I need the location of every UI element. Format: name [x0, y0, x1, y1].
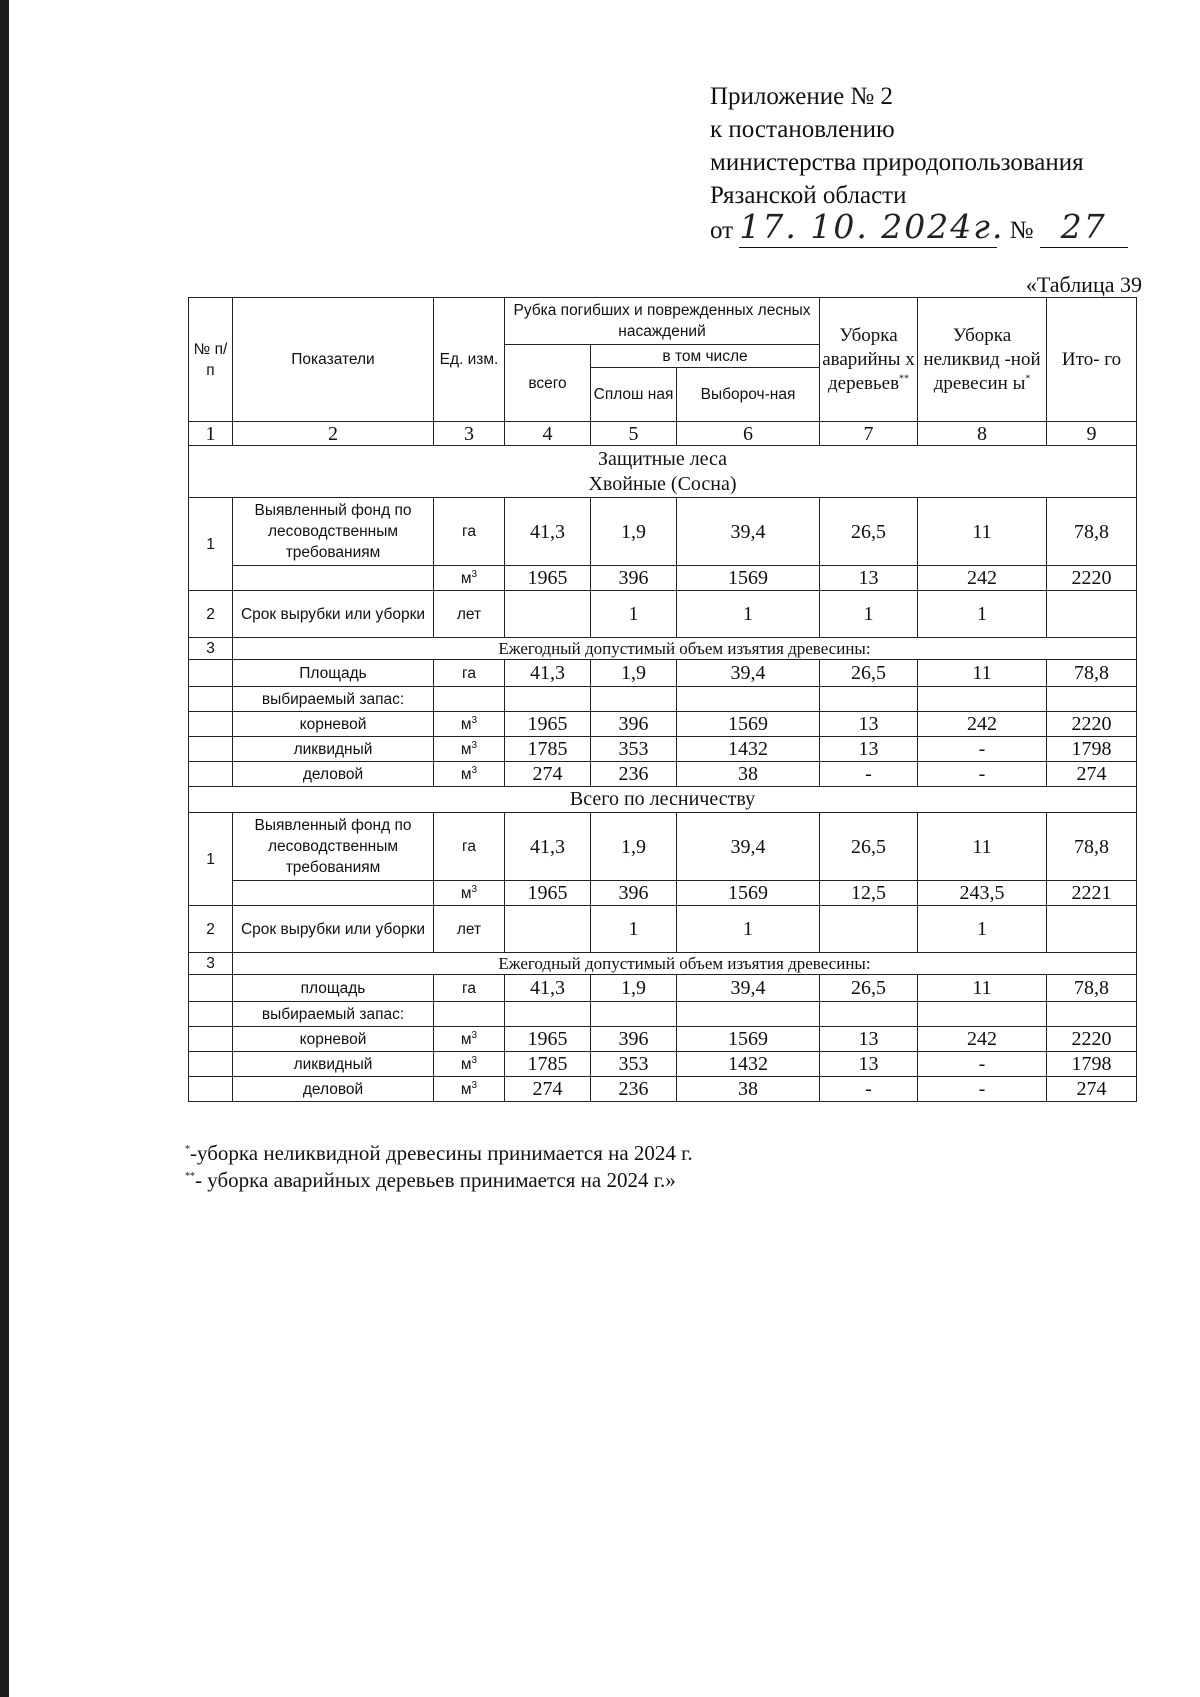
value-cell: 274 — [1047, 762, 1137, 787]
col-header-total: Ито- го — [1047, 298, 1137, 422]
unit-cell: $м^3$ — [434, 762, 505, 787]
value-cell: 396 — [591, 881, 677, 906]
value-cell: 39,4 — [677, 975, 820, 1002]
row-num: 1 — [189, 813, 233, 906]
unit-cell: га — [434, 975, 505, 1002]
row-label: деловой — [233, 1077, 434, 1102]
value-cell: 1785 — [505, 1052, 591, 1077]
date-number-line — [710, 207, 1128, 248]
header-row-1 — [189, 298, 1137, 345]
row-label-empty — [233, 881, 434, 906]
unit-cell: га — [434, 498, 505, 566]
resolution-line: к постановлению — [710, 116, 895, 143]
table-row — [189, 660, 1137, 687]
document-header — [710, 80, 1128, 248]
unit-cell: $м^3$ — [434, 712, 505, 737]
row-label: выбираемый запас: — [233, 687, 434, 712]
value-cell — [1047, 906, 1137, 953]
value-cell: 236 — [591, 762, 677, 787]
table-row — [189, 687, 1137, 712]
value-cell: 274 — [505, 762, 591, 787]
value-cell: - — [918, 1077, 1047, 1102]
row-num-empty — [189, 687, 233, 712]
column-number: 3 — [434, 422, 505, 446]
value-cell: 39,4 — [677, 813, 820, 881]
row-num-empty — [189, 1077, 233, 1102]
value-cell: 1432 — [677, 737, 820, 762]
value-cell: 26,5 — [820, 975, 918, 1002]
value-cell: 242 — [918, 712, 1047, 737]
value-cell: 13 — [820, 712, 918, 737]
value-cell: 2220 — [1047, 566, 1137, 591]
unit-cell: $м^3$ — [434, 566, 505, 591]
table-row — [189, 638, 1137, 660]
value-cell: 243,5 — [918, 881, 1047, 906]
value-cell: 13 — [820, 566, 918, 591]
row-num: 2 — [189, 591, 233, 638]
value-cell: 13 — [820, 1027, 918, 1052]
value-cell: 1 — [918, 906, 1047, 953]
section-title-row — [189, 787, 1137, 813]
row-label: деловой — [233, 762, 434, 787]
row-label: выбираемый запас: — [233, 1002, 434, 1027]
value-cell: 13 — [820, 1052, 918, 1077]
value-cell: 242 — [918, 566, 1047, 591]
row-num: 3 — [189, 953, 233, 975]
footnotes — [185, 1140, 693, 1194]
value-cell: - — [918, 762, 1047, 787]
value-cell: 1,9 — [591, 498, 677, 566]
row-num: 1 — [189, 498, 233, 591]
row-label: Выявленный фонд по лесоводственным требованиям — [233, 498, 434, 566]
col-header-num: № п/ п — [189, 298, 233, 422]
col-header-felling-group: Рубка погибших и поврежденных лесных насаждений — [505, 298, 820, 345]
unit-cell: лет — [434, 591, 505, 638]
table-row — [189, 1052, 1137, 1077]
row-num-empty — [189, 712, 233, 737]
table-row — [189, 566, 1137, 591]
value-cell: - — [918, 1052, 1047, 1077]
table-row — [189, 1077, 1137, 1102]
appendix-title: Приложение № 2 — [710, 83, 894, 110]
value-cell — [820, 906, 918, 953]
col-header-clear: Сплош ная — [591, 368, 677, 422]
value-cell: 353 — [591, 737, 677, 762]
table-row — [189, 737, 1137, 762]
table-row — [189, 591, 1137, 638]
value-cell: 1,9 — [591, 813, 677, 881]
value-cell: 41,3 — [505, 498, 591, 566]
value-cell: 2221 — [1047, 881, 1137, 906]
row-num: 2 — [189, 906, 233, 953]
value-cell: 78,8 — [1047, 975, 1137, 1002]
column-number: 2 — [233, 422, 434, 446]
value-cell: - — [820, 1077, 918, 1102]
value-cell: 39,4 — [677, 660, 820, 687]
row-label: ликвидный — [233, 737, 434, 762]
row-label-empty — [233, 566, 434, 591]
table-caption: «Таблица 39 — [1025, 272, 1142, 297]
value-cell: 274 — [1047, 1077, 1137, 1102]
scan-margin-line — [0, 0, 9, 1697]
value-cell: 396 — [591, 712, 677, 737]
unit-cell: $м^3$ — [434, 881, 505, 906]
value-cell: 353 — [591, 1052, 677, 1077]
value-cell: 11 — [918, 660, 1047, 687]
table-row — [189, 1002, 1137, 1027]
value-cell: 41,3 — [505, 975, 591, 1002]
value-cell: 38 — [677, 1077, 820, 1102]
col-header-emergency: Уборка аварийны х деревьев** — [820, 298, 918, 422]
value-cell — [505, 591, 591, 638]
value-cell: 41,3 — [505, 660, 591, 687]
unit-cell: га — [434, 813, 505, 881]
row-label: площадь — [233, 975, 434, 1002]
table-row — [189, 906, 1137, 953]
value-cell: 236 — [591, 1077, 677, 1102]
value-cell: 78,8 — [1047, 660, 1137, 687]
value-cell: 78,8 — [1047, 498, 1137, 566]
value-cell: 1 — [918, 591, 1047, 638]
value-cell: 38 — [677, 762, 820, 787]
value-cell: 1965 — [505, 881, 591, 906]
row-label: корневой — [233, 712, 434, 737]
row-num: 3 — [189, 638, 233, 660]
column-number: 6 — [677, 422, 820, 446]
value-cell — [505, 906, 591, 953]
value-cell: 1569 — [677, 881, 820, 906]
unit-cell: $м^3$ — [434, 1052, 505, 1077]
column-number: 4 — [505, 422, 591, 446]
value-cell: 396 — [591, 566, 677, 591]
value-cell: 1 — [820, 591, 918, 638]
footnote-emergency: **- уборка аварийных деревьев принимается на 2024 г.» — [185, 1168, 676, 1192]
unit-cell: лет — [434, 906, 505, 953]
row-num-empty — [189, 975, 233, 1002]
value-cell: 26,5 — [820, 660, 918, 687]
value-cell: 2220 — [1047, 1027, 1137, 1052]
ministry-line: министерства природопользования — [710, 149, 1084, 176]
table-row — [189, 1027, 1137, 1052]
from-label: от — [710, 217, 734, 244]
col-header-illiquid: Уборка неликвид -ной древесин ы* — [918, 298, 1047, 422]
row-num-empty — [189, 660, 233, 687]
annual-volume-label: Ежегодный допустимый объем изъятия древесины: — [233, 953, 1137, 975]
value-cell: 1569 — [677, 712, 820, 737]
value-cell: 1785 — [505, 737, 591, 762]
value-cell: 11 — [918, 975, 1047, 1002]
value-cell: 12,5 — [820, 881, 918, 906]
value-cell: 242 — [918, 1027, 1047, 1052]
table-row — [189, 762, 1137, 787]
col-header-unit: Ед. изм. — [434, 298, 505, 422]
value-cell: 1965 — [505, 1027, 591, 1052]
section-title-row — [189, 446, 1137, 498]
value-cell: 274 — [505, 1077, 591, 1102]
section-title-protective — [189, 446, 1137, 498]
value-cell: 1 — [591, 906, 677, 953]
table-row — [189, 975, 1137, 1002]
column-number: 7 — [820, 422, 918, 446]
value-cell: 396 — [591, 1027, 677, 1052]
unit-cell: $м^3$ — [434, 1027, 505, 1052]
value-cell: 1569 — [677, 566, 820, 591]
value-cell: 39,4 — [677, 498, 820, 566]
col-header-including: в том числе — [591, 345, 820, 368]
value-cell: 1 — [677, 906, 820, 953]
value-cell: 1 — [677, 591, 820, 638]
row-label: Выявленный фонд по лесоводственным требованиям — [233, 813, 434, 881]
row-label: ликвидный — [233, 1052, 434, 1077]
value-cell: - — [820, 762, 918, 787]
value-cell: 26,5 — [820, 498, 918, 566]
value-cell: 26,5 — [820, 813, 918, 881]
value-cell: 1798 — [1047, 737, 1137, 762]
row-label: Срок вырубки или уборки — [233, 591, 434, 638]
row-num-empty — [189, 1052, 233, 1077]
table-row — [189, 953, 1137, 975]
value-cell: 1,9 — [591, 975, 677, 1002]
column-number: 9 — [1047, 422, 1137, 446]
table-row — [189, 712, 1137, 737]
col-header-selective: Выбороч-ная — [677, 368, 820, 422]
value-cell — [1047, 591, 1137, 638]
column-number: 8 — [918, 422, 1047, 446]
value-cell: 1965 — [505, 712, 591, 737]
row-label: Срок вырубки или уборки — [233, 906, 434, 953]
value-cell: 1,9 — [591, 660, 677, 687]
handwritten-number: 27 — [1060, 207, 1107, 246]
number-field — [1040, 207, 1128, 248]
value-cell: 1432 — [677, 1052, 820, 1077]
row-num-empty — [189, 737, 233, 762]
unit-cell: $м^3$ — [434, 1077, 505, 1102]
table-row — [189, 498, 1137, 566]
value-cell: 1 — [591, 591, 677, 638]
value-cell: 2220 — [1047, 712, 1137, 737]
section-title-forestry-total: Всего по лесничеству — [189, 787, 1137, 813]
felling-table — [188, 297, 1137, 1102]
number-label: № — [1009, 217, 1034, 244]
section-title-line-2: Хвойные (Сосна) — [588, 472, 737, 495]
value-cell: - — [918, 737, 1047, 762]
value-cell: 13 — [820, 737, 918, 762]
value-cell: 11 — [918, 813, 1047, 881]
value-cell: 1798 — [1047, 1052, 1137, 1077]
table-row — [189, 881, 1137, 906]
row-label: корневой — [233, 1027, 434, 1052]
handwritten-date: 17. 10. 2024г. — [739, 207, 1005, 246]
value-cell: 1569 — [677, 1027, 820, 1052]
column-number-row — [189, 422, 1137, 446]
row-label: Площадь — [233, 660, 434, 687]
row-num-empty — [189, 1002, 233, 1027]
table-row — [189, 813, 1137, 881]
value-cell: 11 — [918, 498, 1047, 566]
column-number: 5 — [591, 422, 677, 446]
value-cell: 1965 — [505, 566, 591, 591]
unit-cell: $м^3$ — [434, 737, 505, 762]
col-header-indicator: Показатели — [233, 298, 434, 422]
footnote-illiquid: *-уборка неликвидной древесины принимается на 2024 г. — [185, 1141, 693, 1165]
value-cell: 41,3 — [505, 813, 591, 881]
value-cell: 78,8 — [1047, 813, 1137, 881]
unit-cell: га — [434, 660, 505, 687]
row-num-empty — [189, 762, 233, 787]
column-number: 1 — [189, 422, 233, 446]
region-line: Рязанской области — [710, 182, 907, 209]
section-title-line-1: Защитные леса — [597, 447, 728, 470]
date-field — [739, 207, 1005, 248]
annual-volume-label: Ежегодный допустимый объем изъятия древесины: — [233, 638, 1137, 660]
col-header-total-sub: всего — [505, 345, 591, 422]
row-num-empty — [189, 1027, 233, 1052]
